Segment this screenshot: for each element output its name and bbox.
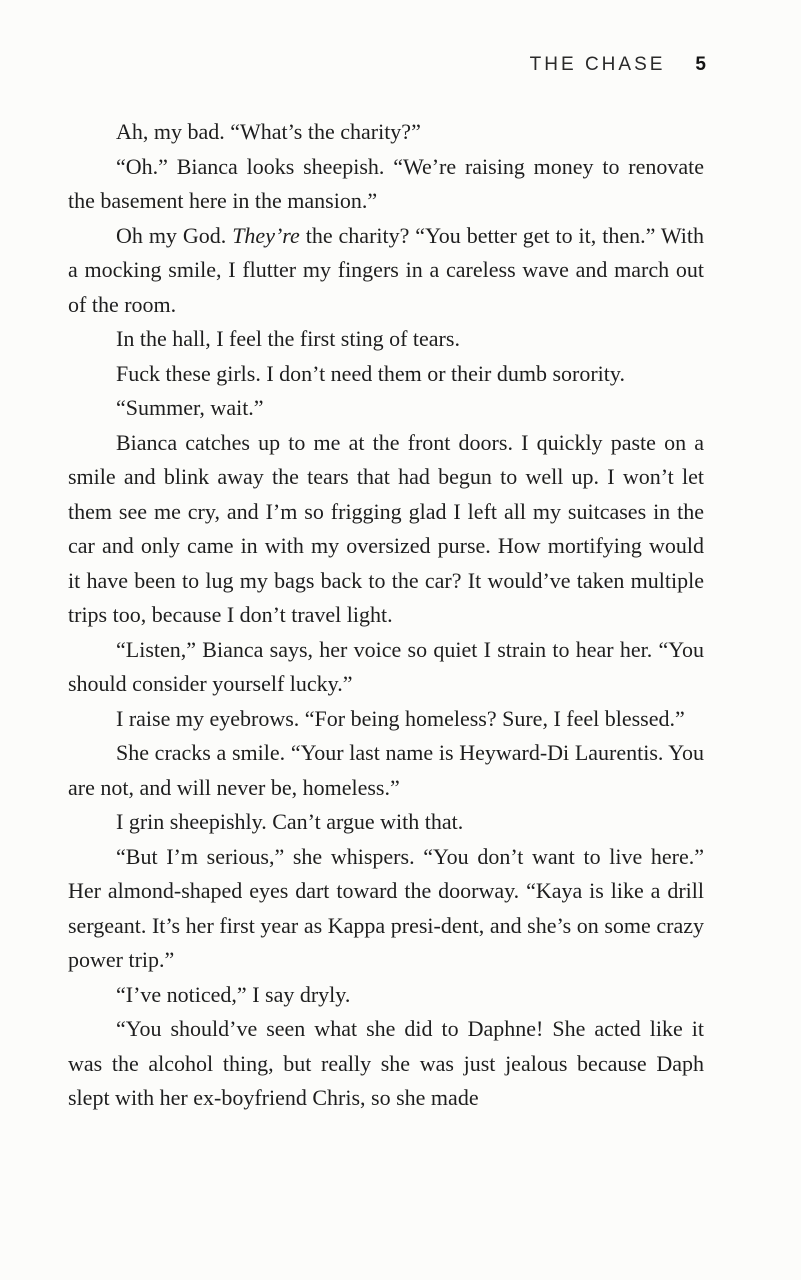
paragraph: I grin sheepishly. Can’t argue with that. (116, 809, 464, 834)
paragraph: Oh my God. They’re the charity? “You better get to it, then.” With a mocking smile, I flutter my fingers in a careless wave and march out of the room. (68, 222, 704, 317)
paragraph: I raise my eyebrows. “For being homeless? Sure, I feel blessed.” (116, 705, 685, 731)
page-number: 5 (695, 54, 706, 75)
paragraph: In the hall, I feel the first sting of tears. (116, 326, 460, 351)
paragraph: “Oh.” Bianca looks sheepish. “We’re raising money to renovate the basement here in the mansion.” (68, 153, 704, 213)
emphasis: They’re (232, 222, 300, 248)
running-title: THE CHASE (529, 54, 666, 75)
paragraph: “But I’m serious,” she whispers. “You don’t want to live here.” Her almond-shaped eyes dart toward the doorway. “Kaya is like a drill sergeant. It’s her first year as Kappa presi-dent, and she’s on some crazy power trip.” (68, 843, 704, 972)
paragraph: “Listen,” Bianca says, her voice so quiet I strain to hear her. “You should consider yourself lucky.” (68, 636, 704, 696)
paragraph: “You should’ve seen what she did to Daphne! She acted like it was the alcohol thing, but really she was just jealous because Daph slept with her ex-boyfriend Chris, so she made (68, 1016, 704, 1110)
paragraph: “Summer, wait.” (116, 395, 264, 420)
paragraph: Bianca catches up to me at the front doors. I quickly paste on a smile and blink away the tears that had begun to well up. I won’t let them see me cry, and I’m so frigging glad I left all my suitcases in the car and only came in with my oversized purse. How mortifying would it have been to lug my bags back to the car? It would’ve taken multiple trips too, because I don’t travel light. (68, 429, 704, 627)
paragraph: “I’ve noticed,” I say dryly. (116, 981, 351, 1007)
paragraph: She cracks a smile. “Your last name is Heyward-Di Laurentis. You are not, and will never be, homeless.” (68, 740, 704, 800)
paragraph: Ah, my bad. “What’s the charity?” (116, 119, 421, 144)
paragraph: Fuck these girls. I don’t need them or their dumb sorority. (116, 360, 625, 386)
body-text (68, 115, 704, 1116)
running-header (0, 54, 706, 76)
